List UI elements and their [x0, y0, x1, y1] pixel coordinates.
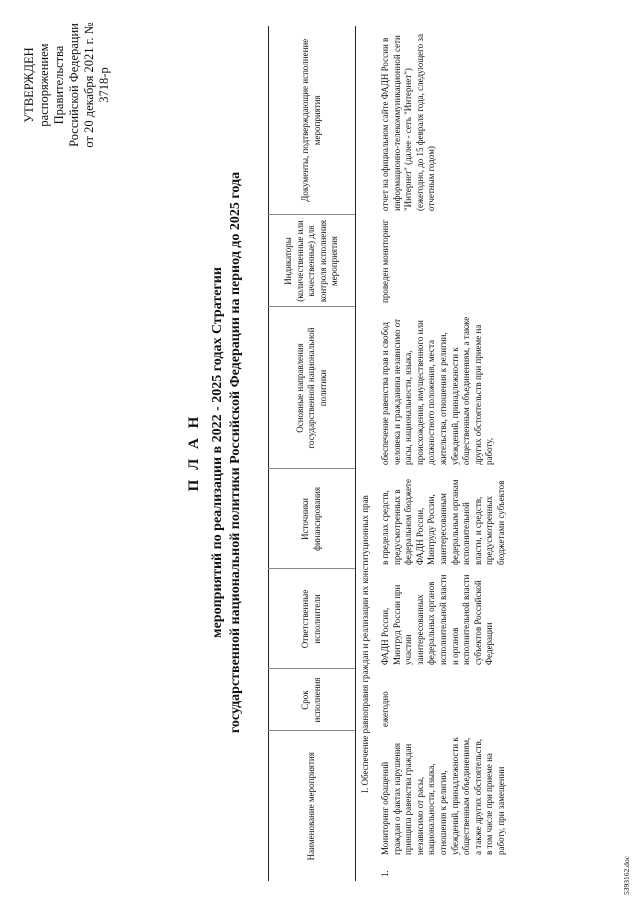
column-header: Источники финансирования	[269, 469, 356, 569]
plan-table	[268, 26, 510, 881]
row-number: 1.	[380, 870, 390, 877]
approval-date: от 20 декабря 2021 г. № 3718-р	[82, 22, 111, 148]
column-header: Срок исполнения	[269, 669, 356, 731]
approval-line: распоряжением Правительства	[37, 43, 66, 127]
table-header-row	[269, 26, 356, 881]
file-reference: 5393162.doc	[622, 856, 631, 895]
approval-stamp	[22, 10, 112, 160]
directions-cell: обеспечение равенства прав и свобод человека и гражданина независимо от расы, национальности, языка, происхождения, имущественного или должностного положения, места жительства, отношения к религии, убеждений, принадлежности к общественным объединениям, а также других обстоятельств при приеме на работу,	[380, 316, 495, 465]
document-heading: П Л А Н	[186, 413, 202, 492]
document-title-line: государственной национальной политики Российской Федерации на период до 2025 года	[228, 171, 243, 734]
document-title-line: мероприятий по реализации в 2022 - 2025 годах Стратегии	[210, 267, 225, 638]
approval-line: Российской Федерации	[67, 23, 81, 147]
term-cell: ежегодно	[380, 691, 390, 727]
documents-cell: отчет на официальном сайте ФАДН России в информационно-телекоммуникационной сети "Интернет" (далее - сеть "Интернет") (ежегодно, до 15 февраля года, следующего за отчетным годом)	[380, 34, 437, 211]
table-row	[378, 26, 510, 881]
measure-name: Мониторинг обращений граждан о фактах нарушения принципа равенства граждан независимо от расы, национальности, языка, отношения к религии, убеждений, принадлежности к общественным объединениям, а также других обстоятельств, в том числе при приеме на работу, при замещении	[380, 737, 506, 855]
column-header: Наименование мероприятия	[269, 731, 356, 881]
section-title: I. Обеспечение равноправия граждан и реализации их конституционных прав	[360, 495, 370, 793]
approval-title: УТВЕРЖДЕН	[22, 47, 36, 123]
column-header: Основные направления государственной национальной политики	[269, 307, 356, 469]
funding-cell: в пределах средств, предусмотренных в федеральном бюджете ФАДН России, Минтруду России, заинтересованным федеральным органам исполнительной власти, и средств, предусмотренных бюджетами субъектов	[380, 479, 506, 565]
measure-cell	[378, 731, 510, 881]
indicators-cell: проведен мониторинг	[380, 219, 390, 303]
executors-cell: ФАДН России, Минтруд России при участии заинтересованных федеральных органов исполнительной власти и органов исполнительной власти субъектов Российской Федерации	[380, 574, 495, 665]
column-header: Ответственные исполнители	[269, 569, 356, 669]
column-header: Документы, подтверждающие исполнение мероприятия	[269, 26, 356, 215]
section-row	[356, 26, 379, 881]
column-header: Индикаторы (количественные или качественные) для контроля исполнения мероприятия	[269, 215, 356, 307]
